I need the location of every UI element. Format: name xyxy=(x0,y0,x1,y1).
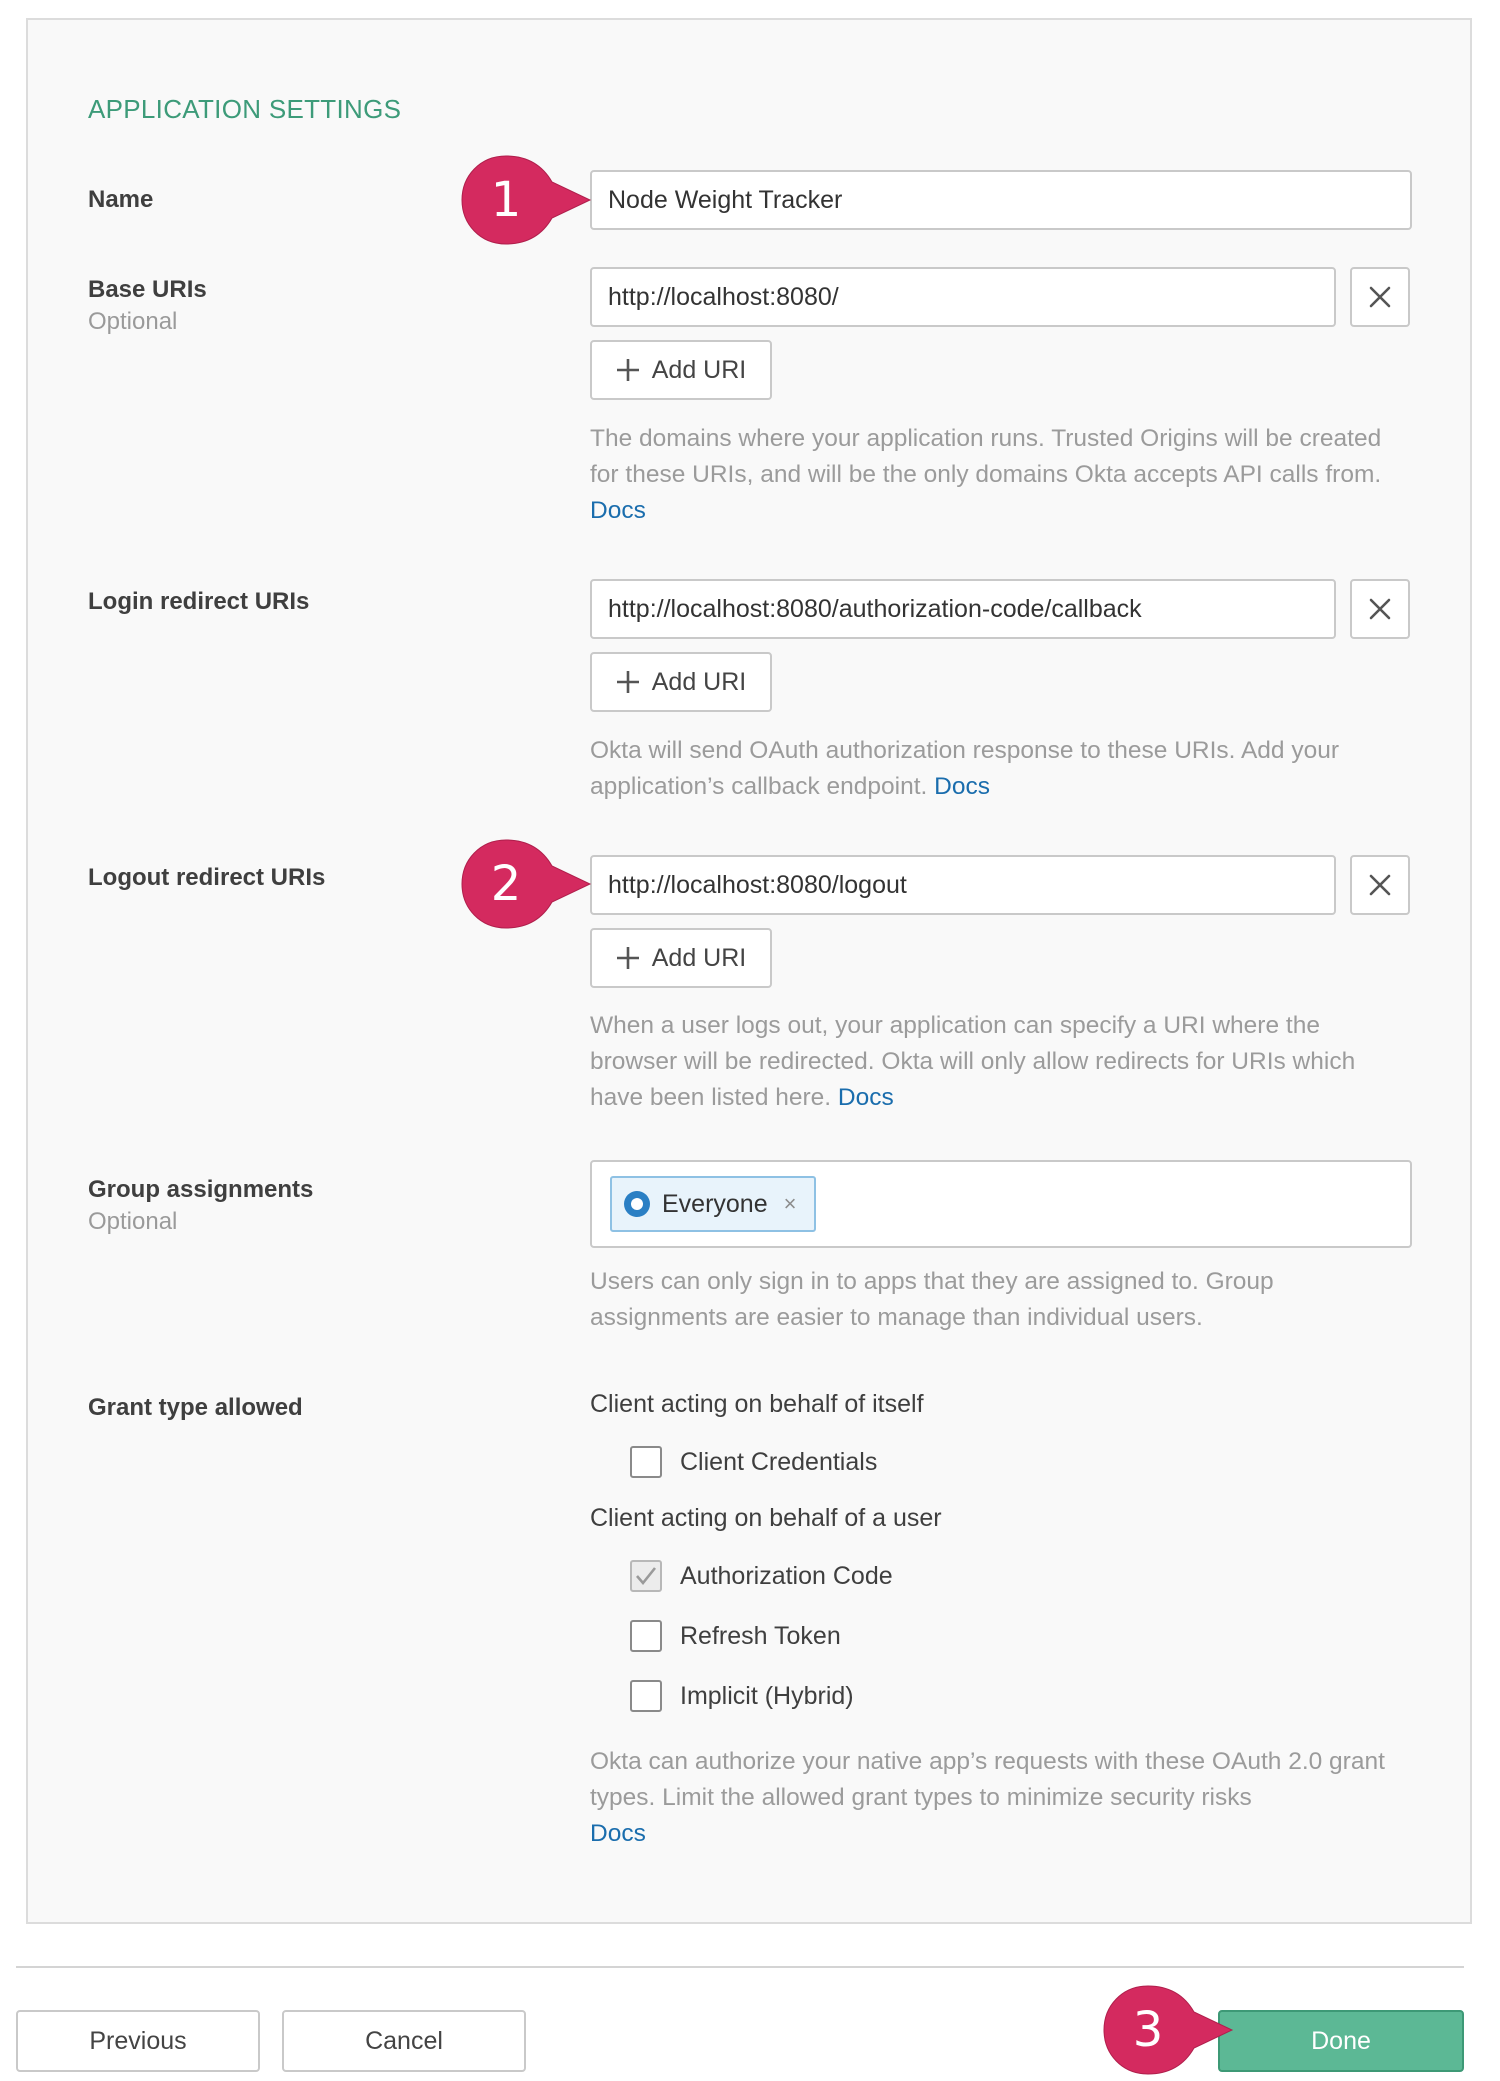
base-uri-input[interactable]: http://localhost:8080/ xyxy=(590,267,1336,327)
grant-option-label: Authorization Code xyxy=(680,1561,893,1590)
login-redirect-help xyxy=(590,733,1410,805)
previous-button[interactable]: Previous xyxy=(16,2010,260,2072)
checkbox-checked[interactable] xyxy=(630,1560,662,1592)
add-uri-label: Add URI xyxy=(651,943,747,972)
add-uri-label: Add URI xyxy=(651,355,747,384)
grant-option-implicit-hybrid[interactable] xyxy=(630,1680,854,1712)
grant-option-refresh-token[interactable] xyxy=(630,1620,841,1652)
checkbox[interactable] xyxy=(630,1620,662,1652)
name-input[interactable]: Node Weight Tracker xyxy=(590,170,1412,230)
section-title: APPLICATION SETTINGS xyxy=(88,94,402,124)
done-button[interactable]: Done xyxy=(1218,2010,1464,2072)
checkbox[interactable] xyxy=(630,1680,662,1712)
grant-self-heading: Client acting on behalf of itself xyxy=(590,1390,924,1418)
chip-remove-icon[interactable]: × xyxy=(783,1191,797,1216)
login-redirect-label: Login redirect URIs xyxy=(88,588,310,615)
close-icon xyxy=(1369,286,1391,308)
grant-user-heading: Client acting on behalf of a user xyxy=(590,1504,942,1532)
grant-type-help-text: Okta can authorize your native app’s requests with these OAuth 2.0 grant types. Limit the allowed grant types to minimize security risks xyxy=(590,1748,1385,1811)
grant-option-label: Client Credentials xyxy=(680,1447,878,1476)
callout-number: 1 xyxy=(490,172,522,228)
group-icon xyxy=(624,1191,650,1217)
close-icon xyxy=(1369,874,1391,896)
group-assignments-optional: Optional xyxy=(88,1208,178,1235)
plus-icon xyxy=(616,670,640,694)
grant-option-label: Refresh Token xyxy=(680,1621,841,1650)
base-uris-help xyxy=(590,421,1410,529)
callout-3 xyxy=(1102,1984,1234,2081)
base-uris-help-text: The domains where your application runs. Trusted Origins will be created for these URIs, and will be the only domains Okta accepts API calls from. xyxy=(590,425,1382,488)
login-redirect-docs-link[interactable]: Docs xyxy=(934,773,990,800)
grant-type-docs-link[interactable]: Docs xyxy=(590,1820,646,1847)
cancel-button[interactable]: Cancel xyxy=(282,2010,526,2072)
check-icon xyxy=(635,1566,657,1586)
grant-type-help xyxy=(590,1744,1410,1852)
remove-login-redirect-button[interactable] xyxy=(1350,579,1410,639)
login-redirect-help-text: Okta will send OAuth authorization response to these URIs. Add your application’s callback endpoint. xyxy=(590,737,1340,800)
checkbox[interactable] xyxy=(630,1446,662,1478)
base-uris-label: Base URIs xyxy=(88,276,207,303)
base-uris-optional: Optional xyxy=(88,308,178,335)
grant-type-label: Grant type allowed xyxy=(88,1394,303,1421)
plus-icon xyxy=(616,358,640,382)
footer-divider xyxy=(16,1966,1464,1968)
plus-icon xyxy=(616,946,640,970)
add-base-uri-button[interactable] xyxy=(590,340,772,400)
logout-redirect-docs-link[interactable]: Docs xyxy=(837,1084,894,1111)
grant-option-label: Implicit (Hybrid) xyxy=(680,1681,854,1710)
grant-option-client-credentials[interactable] xyxy=(630,1446,877,1478)
login-redirect-input[interactable]: http://localhost:8080/authorization-code/callback xyxy=(590,579,1336,639)
logout-redirect-label: Logout redirect URIs xyxy=(88,864,326,891)
add-logout-redirect-button[interactable] xyxy=(590,928,772,988)
remove-logout-redirect-button[interactable] xyxy=(1350,855,1410,915)
callout-number: 2 xyxy=(490,856,522,912)
add-login-redirect-button[interactable] xyxy=(590,652,772,712)
remove-base-uri-button[interactable] xyxy=(1350,267,1410,327)
base-uris-docs-link[interactable]: Docs xyxy=(590,497,646,524)
callout-1 xyxy=(460,154,592,251)
group-assignments-help-text: Users can only sign in to apps that they are assigned to. Group assignments are easier to manage than individual users. xyxy=(590,1268,1274,1331)
name-label: Name xyxy=(88,186,154,213)
callout-2 xyxy=(460,838,592,935)
add-uri-label: Add URI xyxy=(651,667,747,696)
logout-redirect-help xyxy=(590,1008,1410,1116)
close-icon xyxy=(1369,598,1391,620)
grant-option-authorization-code[interactable] xyxy=(630,1560,893,1592)
logout-redirect-input[interactable]: http://localhost:8080/logout xyxy=(590,855,1336,915)
group-chip-everyone[interactable] xyxy=(610,1176,816,1232)
callout-number: 3 xyxy=(1132,2002,1164,2058)
group-assignments-help xyxy=(590,1264,1410,1336)
group-assignments-label: Group assignments xyxy=(88,1176,314,1203)
logout-redirect-help-text: When a user logs out, your application can specify a URI where the browser will be redirected. Okta will only allow redirects for URIs which have been listed here. xyxy=(590,1012,1356,1111)
group-chip-label: Everyone xyxy=(662,1189,768,1218)
group-assignments-input[interactable] xyxy=(590,1160,1412,1248)
